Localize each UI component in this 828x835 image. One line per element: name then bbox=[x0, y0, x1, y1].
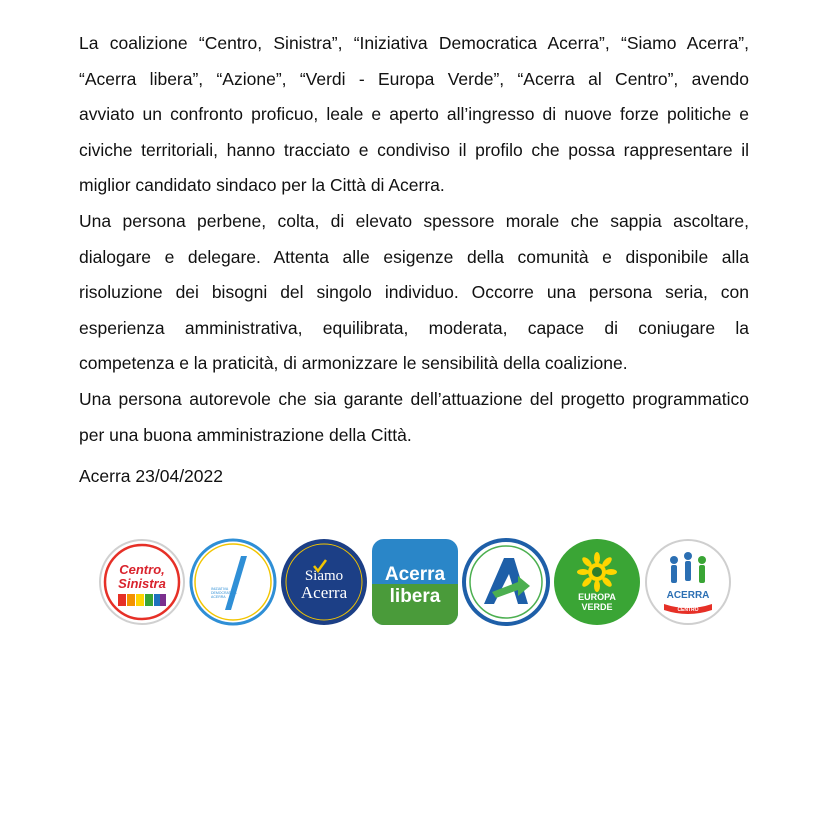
document-date: Acerra 23/04/2022 bbox=[79, 466, 223, 486]
azione-logo bbox=[462, 538, 550, 626]
text-line: avviato un confronto proficuo, leale e aperto all’ingresso di nuove forze politiche e bbox=[79, 104, 749, 125]
text-line: dialogare e delegare. Attenta alle esigenze della comunità e disponibile alla bbox=[79, 246, 749, 267]
svg-text:EUROPA: EUROPA bbox=[578, 592, 616, 602]
svg-text:Siamo: Siamo bbox=[304, 568, 344, 584]
text-line: competenza e la praticità, di armonizzare le sensibilità della coalizione. bbox=[79, 353, 628, 374]
paragraph-3 bbox=[79, 382, 749, 453]
text-line: miglior candidato sindaco per la Città di Acerra. bbox=[79, 175, 445, 196]
svg-text:Sinistra: Sinistra bbox=[118, 576, 166, 591]
text-line: Una persona autorevole che sia garante dell’attuazione del progetto programmatico bbox=[79, 388, 749, 409]
text-line: risoluzione dei bisogni del singolo individuo. Occorre una persona seria, con bbox=[79, 282, 749, 303]
text-line: La coalizione “Centro, Sinistra”, “Iniziativa Democratica Acerra”, “Siamo Acerra”, bbox=[79, 33, 749, 53]
svg-text:INIZIATIVA: INIZIATIVA bbox=[211, 587, 229, 591]
svg-text:ACERRA: ACERRA bbox=[211, 595, 226, 599]
siamo-acerra-logo bbox=[280, 538, 368, 626]
text-line: esperienza amministrativa, equilibrata, moderata, capace di coniugare la bbox=[79, 317, 749, 338]
text-line: per una buona amministrazione della Città. bbox=[79, 424, 412, 445]
iniziativa-democratica-logo bbox=[189, 538, 277, 626]
svg-text:DEMOCRATICA: DEMOCRATICA bbox=[211, 591, 237, 595]
text-line: “Acerra libera”, “Azione”, “Verdi - Europa Verde”, “Acerra al Centro”, avendo bbox=[79, 68, 749, 89]
text-line: civiche territoriali, hanno tracciato e condiviso il profilo che possa rappresentare il bbox=[79, 139, 749, 160]
text-line: Una persona perbene, colta, di elevato spessore morale che sappia ascoltare, bbox=[79, 210, 749, 231]
svg-text:Centro,: Centro, bbox=[119, 562, 165, 577]
acerra-libera-logo bbox=[371, 538, 459, 626]
svg-text:ACERRA: ACERRA bbox=[666, 590, 710, 601]
svg-text:VERDE: VERDE bbox=[581, 602, 613, 612]
coalition-logos-row bbox=[98, 538, 738, 630]
document-body bbox=[79, 26, 749, 453]
paragraph-1 bbox=[79, 26, 749, 204]
svg-text:Acerra: Acerra bbox=[384, 564, 446, 585]
paragraph-2 bbox=[79, 204, 749, 382]
svg-text:libera: libera bbox=[389, 586, 441, 607]
svg-text:Acerra: Acerra bbox=[300, 583, 348, 602]
acerra-al-centro-logo bbox=[644, 538, 732, 626]
svg-text:CENTRO: CENTRO bbox=[677, 607, 699, 613]
europa-verde-logo bbox=[553, 538, 641, 626]
centro-sinistra-logo bbox=[98, 538, 186, 626]
